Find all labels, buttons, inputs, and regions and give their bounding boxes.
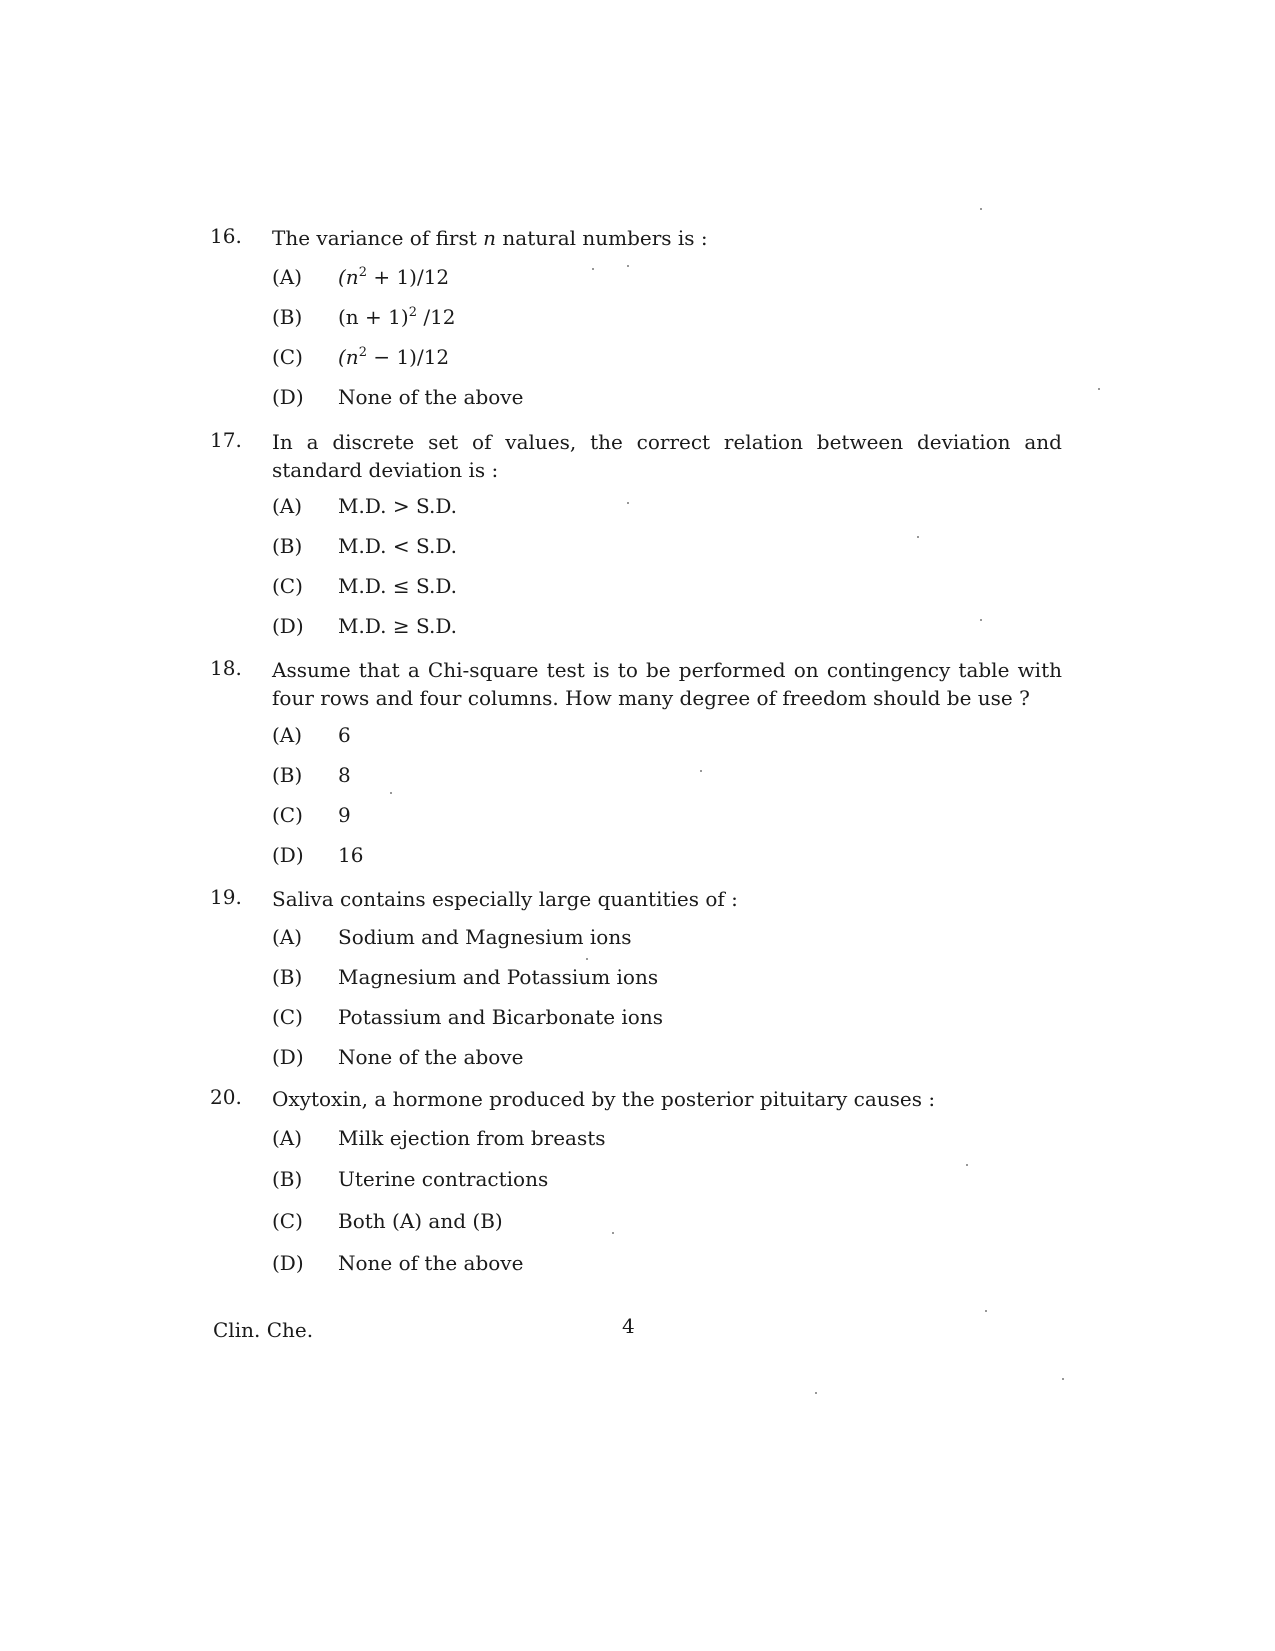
question-number: 17. <box>210 428 242 452</box>
option-letter: (A) <box>272 925 303 949</box>
option-letter: (C) <box>272 1005 303 1029</box>
option-text: M.D. ≤ S.D. <box>338 574 458 598</box>
option-letter: (C) <box>272 574 303 598</box>
option-letter: (D) <box>272 1251 304 1275</box>
option-letter: (C) <box>272 803 303 827</box>
option-text: M.D. > S.D. <box>338 494 458 518</box>
question-text: In a discrete set of values, the correct relation between deviation and standard deviation is : <box>272 430 1062 482</box>
option-letter: (A) <box>272 1126 303 1150</box>
option-letter: (C) <box>272 345 303 369</box>
option-text: Uterine contractions <box>338 1167 549 1191</box>
option-letter: (D) <box>272 843 304 867</box>
question-number: 18. <box>210 656 242 680</box>
footer-subject: Clin. Che. <box>213 1318 314 1342</box>
option-letter: (D) <box>272 1045 304 1069</box>
option-text: 16 <box>338 843 364 867</box>
scan-speck <box>917 536 919 538</box>
option-text: 6 <box>338 723 351 747</box>
option-text: Potassium and Bicarbonate ions <box>338 1005 663 1029</box>
scan-speck <box>815 1392 817 1394</box>
page-number: 4 <box>622 1314 635 1338</box>
option-text: Milk ejection from breasts <box>338 1126 606 1150</box>
scan-speck <box>586 958 588 960</box>
option-letter: (D) <box>272 614 304 638</box>
question-text: The variance of first n natural numbers is : <box>272 226 708 250</box>
option-letter: (B) <box>272 1167 303 1191</box>
scan-speck <box>627 502 629 504</box>
option-letter: (D) <box>272 385 304 409</box>
option-text: M.D. ≥ S.D. <box>338 614 458 638</box>
scan-speck <box>1098 388 1100 390</box>
option-text: 9 <box>338 803 351 827</box>
scan-speck <box>700 770 702 772</box>
question-number: 20. <box>210 1085 242 1109</box>
question-number: 16. <box>210 224 242 248</box>
option-text: Sodium and Magnesium ions <box>338 925 632 949</box>
scan-speck <box>985 1310 987 1312</box>
option-letter: (A) <box>272 723 303 747</box>
scan-speck <box>627 265 629 267</box>
option-letter: (B) <box>272 965 303 989</box>
scan-speck <box>980 208 982 210</box>
option-text: 8 <box>338 763 351 787</box>
option-letter: (B) <box>272 305 303 329</box>
option-text: $(n^2 - 1)/12$ <box>338 345 450 369</box>
option-letter: (C) <box>272 1209 303 1233</box>
question-number: 19. <box>210 885 242 909</box>
option-text: M.D. < S.D. <box>338 534 458 558</box>
option-letter: (B) <box>272 534 303 558</box>
question-text: Assume that a Chi-square test is to be performed on contingency table with four rows and four columns. How many degree of freedom should be use ? <box>272 658 1062 710</box>
option-text: None of the above <box>338 1045 524 1069</box>
scan-speck <box>592 268 594 270</box>
question-text: Saliva contains especially large quantities of : <box>272 887 738 911</box>
scan-speck <box>1062 1378 1064 1380</box>
question-text: Oxytoxin, a hormone produced by the posterior pituitary causes : <box>272 1087 936 1111</box>
option-text: $(n^2 + 1)/12$ <box>338 265 450 289</box>
option-letter: (A) <box>272 494 303 518</box>
option-text: Magnesium and Potassium ions <box>338 965 659 989</box>
option-text: None of the above <box>338 1251 524 1275</box>
option-text: $(n + 1)^2$ /12 <box>338 305 456 329</box>
scan-speck <box>980 619 982 621</box>
scan-speck <box>966 1164 968 1166</box>
option-letter: (A) <box>272 265 303 289</box>
option-letter: (B) <box>272 763 303 787</box>
scan-speck <box>612 1232 614 1234</box>
option-text: None of the above <box>338 385 524 409</box>
option-text: Both (A) and (B) <box>338 1209 503 1233</box>
scan-speck <box>390 792 392 794</box>
